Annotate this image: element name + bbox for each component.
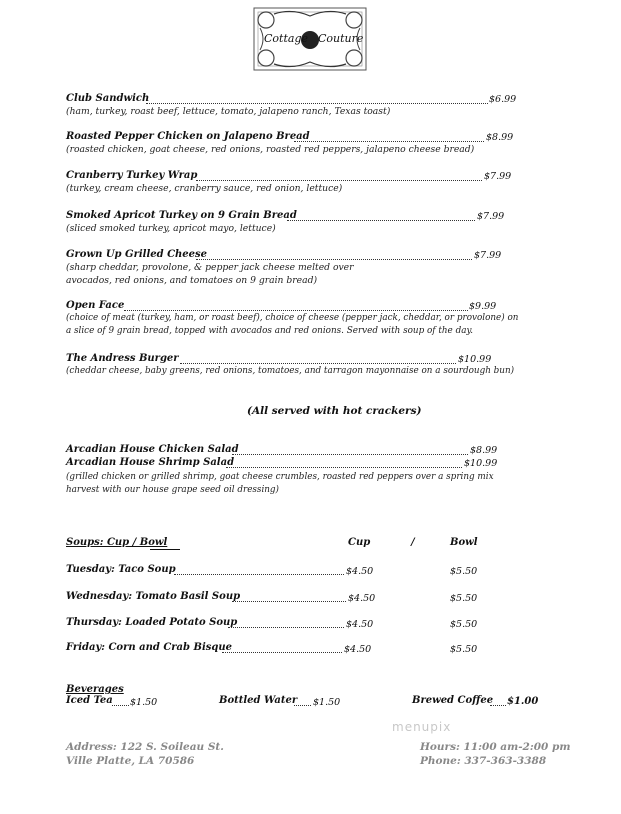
- beverage-price: $1.00: [507, 696, 539, 707]
- logo-text-cottage: Cottage: [264, 32, 308, 45]
- leader-dots: [174, 574, 344, 575]
- leader-dots: [196, 180, 482, 181]
- soup-cup-price: $4.50: [348, 593, 376, 604]
- bowl-label: Bowl: [450, 537, 478, 548]
- item-name: Roasted Pepper Chicken on Jalapeno Bread: [66, 131, 310, 142]
- soup-cup-price: $4.50: [344, 644, 372, 655]
- item-description: (cheddar cheese, baby greens, red onions, tomatoes, and tarragon mayonnaise on a sourdough bun): [66, 366, 515, 376]
- soup-name: Wednesday: Tomato Basil Soup: [66, 591, 241, 602]
- soup-bowl-price: $5.50: [450, 593, 478, 604]
- soup-name: Tuesday: Taco Soup: [66, 564, 176, 575]
- salad-name: Arcadian House Shrimp Salad: [66, 457, 235, 468]
- item-price: $8.99: [486, 132, 514, 143]
- soups-header: Soups: Cup / Bowl: [66, 537, 168, 548]
- beverages-header: Beverages: [66, 684, 124, 695]
- item-price: $7.99: [477, 211, 505, 222]
- soup-bowl-price: $5.50: [450, 566, 478, 577]
- item-description: (sharp cheddar, provolone, & pepper jack cheese melted over: [66, 262, 354, 273]
- cup-label: Cup: [348, 537, 371, 548]
- logo-text-couture: Couture: [318, 32, 364, 45]
- beverage-price: $1.50: [313, 697, 341, 708]
- item-description: (sliced smoked turkey, apricot mayo, lettuce): [66, 223, 276, 234]
- salad-description: (grilled chicken or grilled shrimp, goat cheese crumbles, roasted red peppers over a spring mix: [66, 472, 494, 482]
- phone: Phone: 337-363-3388: [420, 755, 547, 767]
- item-description: (choice of meat (turkey, ham, or roast beef), choice of cheese (pepper jack, cheddar, or provolone) on: [66, 313, 519, 323]
- item-name: Grown Up Grilled Cheese: [66, 249, 208, 260]
- salad-name: Arcadian House Chicken Salad: [66, 444, 239, 455]
- leader-dots: [226, 467, 462, 468]
- item-description: (turkey, cream cheese, cranberry sauce, red onion, lettuce): [66, 183, 343, 194]
- beverage-name: Iced Tea: [66, 695, 113, 706]
- item-name: Cranberry Turkey Wrap: [66, 170, 198, 181]
- leader-dots: [287, 220, 475, 221]
- leader-dots: [294, 141, 484, 142]
- soup-bowl-price: $5.50: [450, 619, 478, 630]
- salad-description: harvest with our house grape seed oil dressing): [66, 485, 279, 495]
- slash-label: /: [411, 537, 415, 548]
- item-description: (ham, turkey, roast beef, lettuce, tomato, jalapeno ranch, Texas toast): [66, 106, 391, 117]
- leader-dots: [222, 652, 342, 653]
- item-price: $9.99: [469, 301, 497, 312]
- item-name: The Andress Burger: [66, 353, 179, 364]
- item-description: (roasted chicken, goat cheese, red onions, roasted red peppers, jalapeno cheese bread): [66, 144, 475, 155]
- item-name: Open Face: [66, 300, 125, 311]
- soups-header-underline: [150, 549, 180, 550]
- item-price: $7.99: [474, 250, 502, 261]
- address-line1: Address: 122 S. Soileau St.: [66, 741, 224, 753]
- leader-dots: [228, 627, 344, 628]
- item-price: $10.99: [458, 354, 492, 365]
- cottage-couture-logo: [252, 6, 368, 72]
- leader-dots: [196, 259, 472, 260]
- leader-dots: [232, 601, 346, 602]
- soup-name: Thursday: Loaded Potato Soup: [66, 617, 238, 628]
- menupix-watermark: menupix: [392, 720, 452, 734]
- address-line2: Ville Platte, LA 70586: [66, 755, 195, 767]
- leader-dots: [490, 705, 506, 706]
- item-name: Smoked Apricot Turkey on 9 Grain Bread: [66, 210, 297, 221]
- salad-price: $8.99: [470, 445, 498, 456]
- beverage-name: Bottled Water: [219, 695, 298, 706]
- leader-dots: [180, 363, 456, 364]
- soup-cup-price: $4.50: [346, 619, 374, 630]
- item-name: Club Sandwich: [66, 93, 150, 104]
- leader-dots: [124, 310, 468, 311]
- beverage-name: Brewed Coffee: [412, 695, 494, 706]
- hot-crackers-note: (All served with hot crackers): [247, 405, 422, 417]
- soup-name: Friday: Corn and Crab Bisque: [66, 642, 233, 653]
- item-price: $6.99: [489, 94, 517, 105]
- soup-cup-price: $4.50: [346, 566, 374, 577]
- item-price: $7.99: [484, 171, 512, 182]
- beverage-price: $1.50: [130, 697, 158, 708]
- salad-price: $10.99: [464, 458, 498, 469]
- soup-bowl-price: $5.50: [450, 644, 478, 655]
- leader-dots: [146, 103, 488, 104]
- hours: Hours: 11:00 am-2:00 pm: [420, 741, 571, 753]
- leader-dots: [294, 705, 311, 706]
- leader-dots: [232, 454, 468, 455]
- leader-dots: [112, 705, 129, 706]
- item-description: avocados, red onions, and tomatoes on 9 grain bread): [66, 275, 318, 286]
- item-description: a slice of 9 grain bread, topped with avocados and red onions. Served with soup of the day.: [66, 326, 474, 336]
